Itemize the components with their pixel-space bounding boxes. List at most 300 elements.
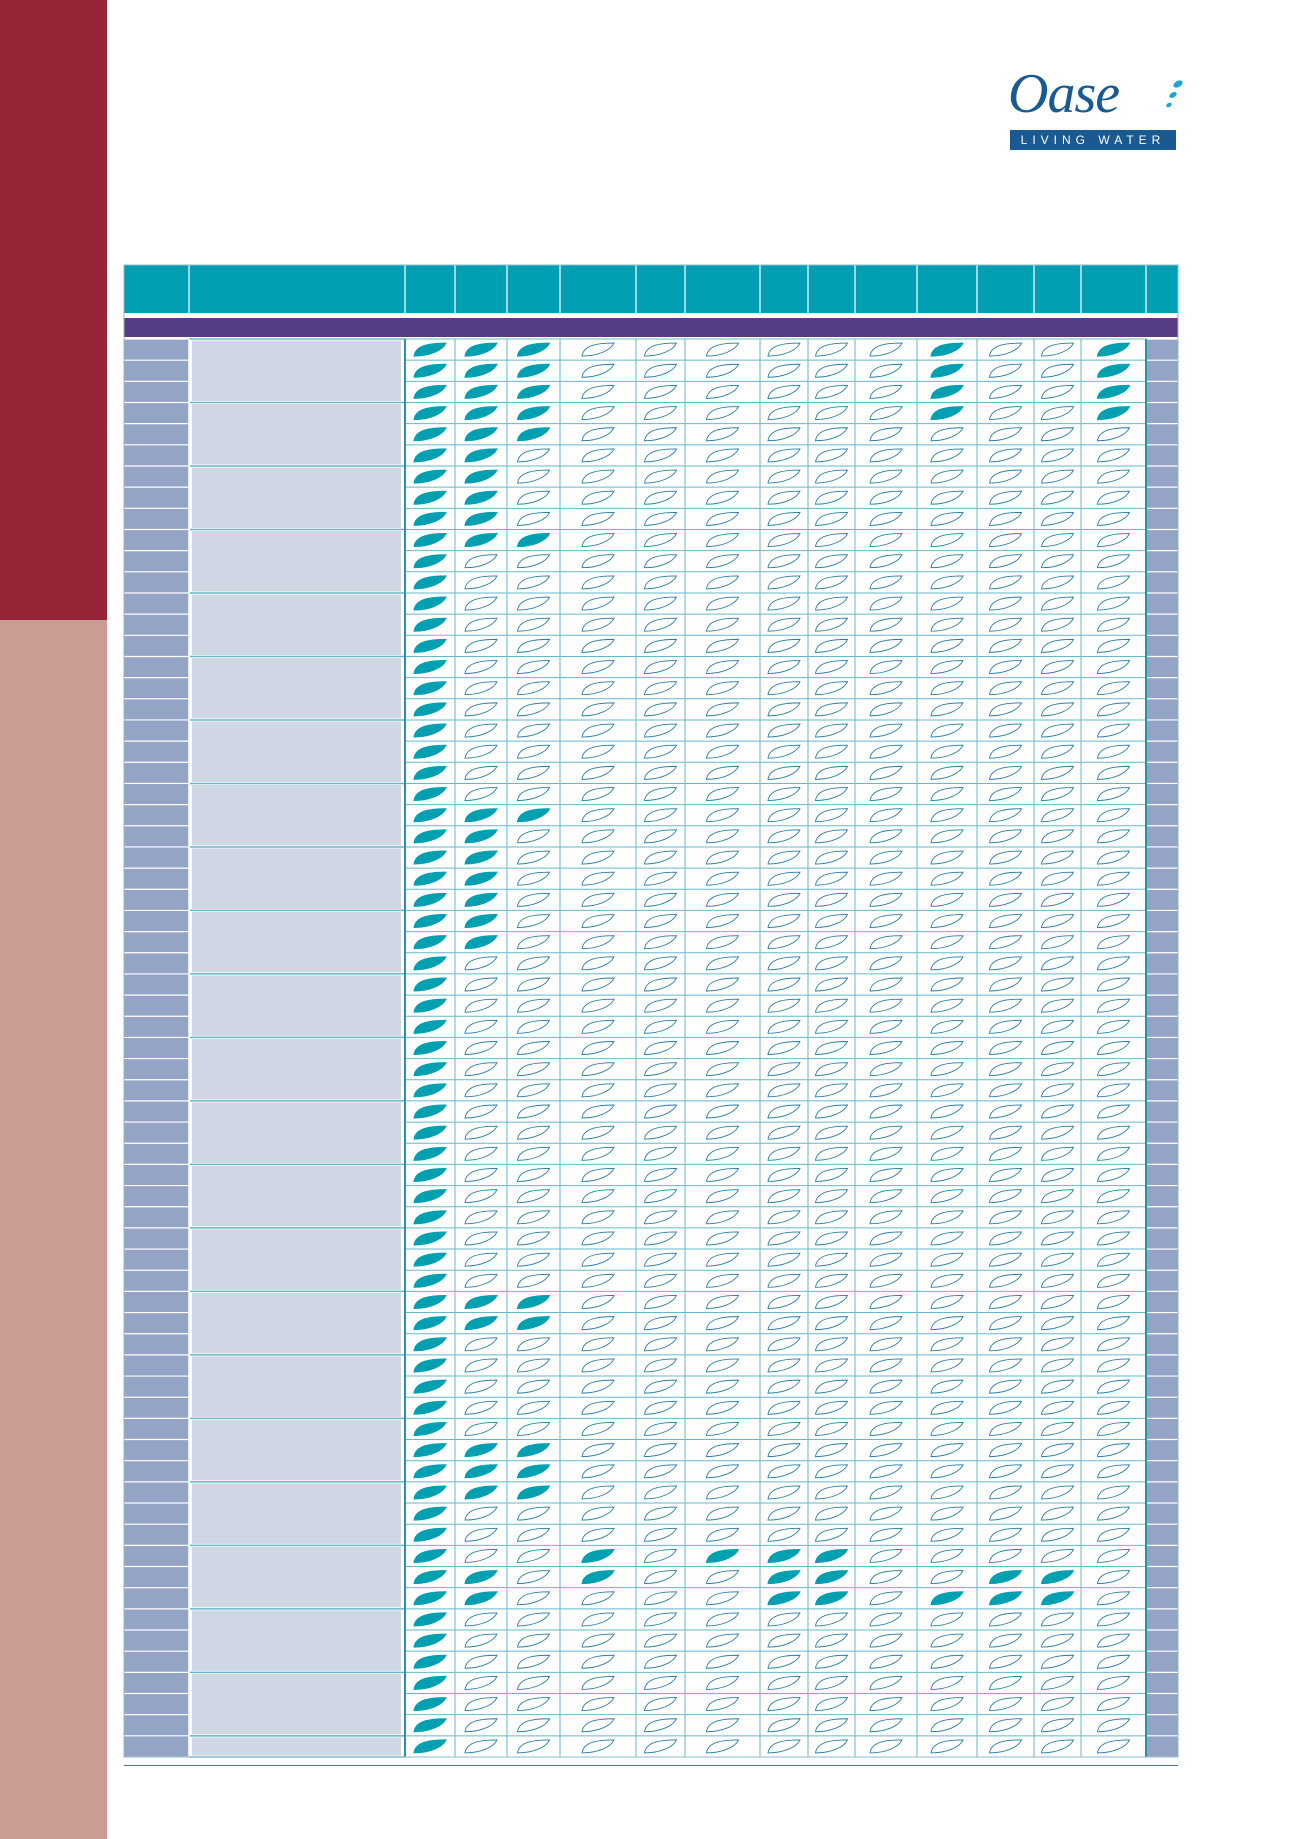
empty-drop-icon: [931, 1719, 963, 1732]
empty-drop-icon: [465, 1401, 497, 1414]
empty-drop-icon: [465, 618, 497, 631]
filled-drop-icon: [768, 1571, 800, 1584]
filled-drop-icon: [414, 1634, 446, 1647]
empty-drop-icon: [1098, 915, 1130, 928]
filled-drop-icon: [414, 830, 446, 843]
filled-drop-icon: [414, 407, 446, 420]
empty-drop-icon: [816, 1444, 848, 1457]
empty-drop-icon: [816, 618, 848, 631]
empty-drop-icon: [870, 1147, 902, 1160]
empty-drop-icon: [870, 555, 902, 568]
empty-drop-icon: [1098, 957, 1130, 970]
empty-drop-icon: [582, 343, 614, 356]
logo-tagline: LIVING WATER: [1010, 130, 1176, 150]
empty-drop-icon: [1098, 1719, 1130, 1732]
empty-drop-icon: [645, 1634, 677, 1647]
empty-drop-icon: [870, 1338, 902, 1351]
filled-drop-icon: [582, 1571, 614, 1584]
empty-drop-icon: [1042, 1190, 1074, 1203]
filled-drop-icon: [931, 1592, 963, 1605]
empty-drop-icon: [870, 915, 902, 928]
empty-drop-icon: [990, 1084, 1022, 1097]
filled-drop-icon: [465, 1592, 497, 1605]
empty-drop-icon: [1042, 915, 1074, 928]
empty-drop-icon: [768, 385, 800, 398]
empty-drop-icon: [870, 1655, 902, 1668]
empty-drop-icon: [990, 1338, 1022, 1351]
empty-drop-icon: [707, 724, 739, 737]
filled-drop-icon: [414, 1422, 446, 1435]
filled-drop-icon: [816, 1549, 848, 1562]
empty-drop-icon: [990, 851, 1022, 864]
empty-drop-icon: [707, 1507, 739, 1520]
empty-drop-icon: [518, 936, 550, 949]
empty-drop-icon: [816, 1274, 848, 1287]
empty-drop-icon: [990, 1126, 1022, 1139]
empty-drop-icon: [931, 957, 963, 970]
empty-drop-icon: [1042, 1465, 1074, 1478]
empty-drop-icon: [870, 703, 902, 716]
empty-drop-icon: [465, 1719, 497, 1732]
empty-drop-icon: [1098, 1295, 1130, 1308]
filled-drop-icon: [465, 449, 497, 462]
empty-drop-icon: [1042, 597, 1074, 610]
empty-drop-icon: [518, 1063, 550, 1076]
empty-drop-icon: [518, 1338, 550, 1351]
empty-drop-icon: [518, 915, 550, 928]
empty-drop-icon: [707, 407, 739, 420]
empty-drop-icon: [1042, 1444, 1074, 1457]
empty-drop-icon: [582, 1232, 614, 1245]
filled-drop-icon: [414, 724, 446, 737]
empty-drop-icon: [816, 1740, 848, 1753]
filled-drop-icon: [414, 1338, 446, 1351]
empty-drop-icon: [768, 534, 800, 547]
empty-drop-icon: [768, 428, 800, 441]
empty-drop-icon: [931, 999, 963, 1012]
empty-drop-icon: [1042, 1698, 1074, 1711]
empty-drop-icon: [582, 1126, 614, 1139]
empty-drop-icon: [582, 1592, 614, 1605]
empty-drop-icon: [465, 1634, 497, 1647]
empty-drop-icon: [465, 724, 497, 737]
empty-drop-icon: [582, 1295, 614, 1308]
filled-drop-icon: [414, 1486, 446, 1499]
empty-drop-icon: [768, 1676, 800, 1689]
group-label-cell: [192, 848, 401, 908]
empty-drop-icon: [1098, 1698, 1130, 1711]
filled-drop-icon: [414, 1168, 446, 1181]
empty-drop-icon: [870, 534, 902, 547]
empty-drop-icon: [582, 512, 614, 525]
empty-drop-icon: [870, 1105, 902, 1118]
empty-drop-icon: [707, 1253, 739, 1266]
empty-drop-icon: [870, 428, 902, 441]
filled-drop-icon: [414, 1655, 446, 1668]
filled-drop-icon: [414, 1719, 446, 1732]
empty-drop-icon: [816, 1698, 848, 1711]
empty-drop-icon: [582, 1168, 614, 1181]
empty-drop-icon: [465, 1422, 497, 1435]
empty-drop-icon: [707, 1380, 739, 1393]
empty-drop-icon: [1042, 512, 1074, 525]
empty-drop-icon: [518, 639, 550, 652]
empty-drop-icon: [465, 1211, 497, 1224]
empty-drop-icon: [1098, 1020, 1130, 1033]
empty-drop-icon: [582, 1528, 614, 1541]
empty-drop-icon: [768, 1528, 800, 1541]
empty-drop-icon: [582, 1465, 614, 1478]
empty-drop-icon: [990, 1486, 1022, 1499]
empty-drop-icon: [1042, 1528, 1074, 1541]
empty-drop-icon: [870, 936, 902, 949]
filled-drop-icon: [414, 597, 446, 610]
empty-drop-icon: [870, 1401, 902, 1414]
empty-drop-icon: [870, 1719, 902, 1732]
empty-drop-icon: [645, 1232, 677, 1245]
empty-drop-icon: [870, 1359, 902, 1372]
empty-drop-icon: [1098, 428, 1130, 441]
empty-drop-icon: [870, 1698, 902, 1711]
filled-drop-icon: [414, 915, 446, 928]
empty-drop-icon: [465, 597, 497, 610]
empty-drop-icon: [707, 576, 739, 589]
empty-drop-icon: [707, 1338, 739, 1351]
group-label-cell: [192, 594, 401, 654]
empty-drop-icon: [990, 1232, 1022, 1245]
empty-drop-icon: [931, 1549, 963, 1562]
empty-drop-icon: [518, 1634, 550, 1647]
empty-drop-icon: [707, 1317, 739, 1330]
empty-drop-icon: [1042, 724, 1074, 737]
empty-drop-icon: [1098, 830, 1130, 843]
filled-drop-icon: [414, 1147, 446, 1160]
empty-drop-icon: [990, 1359, 1022, 1372]
filled-drop-icon: [414, 1317, 446, 1330]
empty-drop-icon: [768, 1253, 800, 1266]
empty-drop-icon: [518, 1528, 550, 1541]
empty-drop-icon: [931, 1232, 963, 1245]
empty-drop-icon: [1098, 703, 1130, 716]
empty-drop-icon: [707, 893, 739, 906]
empty-drop-icon: [870, 1126, 902, 1139]
empty-drop-icon: [645, 343, 677, 356]
empty-drop-icon: [1042, 745, 1074, 758]
empty-drop-icon: [816, 385, 848, 398]
empty-drop-icon: [990, 343, 1022, 356]
empty-drop-icon: [870, 576, 902, 589]
empty-drop-icon: [518, 682, 550, 695]
filled-drop-icon: [465, 1317, 497, 1330]
empty-drop-icon: [990, 576, 1022, 589]
empty-drop-icon: [1042, 449, 1074, 462]
empty-drop-icon: [1098, 999, 1130, 1012]
empty-drop-icon: [768, 1422, 800, 1435]
empty-drop-icon: [1098, 597, 1130, 610]
empty-drop-icon: [1042, 788, 1074, 801]
empty-drop-icon: [707, 957, 739, 970]
empty-drop-icon: [582, 1719, 614, 1732]
empty-drop-icon: [816, 1613, 848, 1626]
empty-drop-icon: [816, 999, 848, 1012]
empty-drop-icon: [465, 1084, 497, 1097]
empty-drop-icon: [931, 1359, 963, 1372]
empty-drop-icon: [931, 872, 963, 885]
empty-drop-icon: [1042, 576, 1074, 589]
empty-drop-icon: [707, 449, 739, 462]
empty-drop-icon: [990, 1317, 1022, 1330]
empty-drop-icon: [931, 1422, 963, 1435]
empty-drop-icon: [931, 534, 963, 547]
empty-drop-icon: [465, 1126, 497, 1139]
empty-drop-icon: [990, 893, 1022, 906]
empty-drop-icon: [465, 1528, 497, 1541]
empty-drop-icon: [768, 830, 800, 843]
empty-drop-icon: [1098, 1740, 1130, 1753]
empty-drop-icon: [931, 1507, 963, 1520]
empty-drop-icon: [645, 788, 677, 801]
filled-drop-icon: [768, 1549, 800, 1562]
empty-drop-icon: [707, 1126, 739, 1139]
empty-drop-icon: [707, 936, 739, 949]
empty-drop-icon: [870, 364, 902, 377]
empty-drop-icon: [931, 766, 963, 779]
empty-drop-icon: [707, 703, 739, 716]
empty-drop-icon: [518, 1211, 550, 1224]
empty-drop-icon: [1098, 1528, 1130, 1541]
empty-drop-icon: [768, 1168, 800, 1181]
empty-drop-icon: [582, 978, 614, 991]
filled-drop-icon: [414, 1613, 446, 1626]
filled-drop-icon: [414, 872, 446, 885]
filled-drop-icon: [518, 1295, 550, 1308]
empty-drop-icon: [1098, 1168, 1130, 1181]
empty-drop-icon: [707, 851, 739, 864]
group-label-cell: [192, 1420, 401, 1480]
empty-drop-icon: [768, 618, 800, 631]
empty-drop-icon: [707, 470, 739, 483]
filled-drop-icon: [414, 449, 446, 462]
empty-drop-icon: [816, 597, 848, 610]
empty-drop-icon: [816, 957, 848, 970]
empty-drop-icon: [465, 1253, 497, 1266]
empty-drop-icon: [1098, 1359, 1130, 1372]
empty-drop-icon: [707, 597, 739, 610]
empty-drop-icon: [582, 661, 614, 674]
filled-drop-icon: [414, 957, 446, 970]
empty-drop-icon: [465, 576, 497, 589]
empty-drop-icon: [931, 1655, 963, 1668]
empty-drop-icon: [582, 1380, 614, 1393]
empty-drop-icon: [870, 809, 902, 822]
empty-drop-icon: [870, 1444, 902, 1457]
empty-drop-icon: [931, 1338, 963, 1351]
empty-drop-icon: [645, 1359, 677, 1372]
empty-drop-icon: [518, 978, 550, 991]
filled-drop-icon: [414, 639, 446, 652]
empty-drop-icon: [768, 1740, 800, 1753]
empty-drop-icon: [768, 343, 800, 356]
empty-drop-icon: [768, 1105, 800, 1118]
empty-drop-icon: [990, 1698, 1022, 1711]
empty-drop-icon: [768, 915, 800, 928]
filled-drop-icon: [465, 915, 497, 928]
empty-drop-icon: [870, 724, 902, 737]
empty-drop-icon: [582, 936, 614, 949]
empty-drop-icon: [990, 788, 1022, 801]
group-label-cell: [192, 1737, 401, 1755]
filled-drop-icon: [414, 618, 446, 631]
empty-drop-icon: [707, 915, 739, 928]
empty-drop-icon: [1042, 1126, 1074, 1139]
empty-drop-icon: [518, 1105, 550, 1118]
filled-drop-icon: [465, 512, 497, 525]
filled-drop-icon: [465, 830, 497, 843]
empty-drop-icon: [707, 1444, 739, 1457]
empty-drop-icon: [870, 1190, 902, 1203]
empty-drop-icon: [1042, 1105, 1074, 1118]
empty-drop-icon: [645, 576, 677, 589]
empty-drop-icon: [990, 1020, 1022, 1033]
empty-drop-icon: [582, 1084, 614, 1097]
empty-drop-icon: [582, 597, 614, 610]
first-column-fill: [124, 339, 189, 1757]
empty-drop-icon: [582, 407, 614, 420]
empty-drop-icon: [645, 809, 677, 822]
empty-drop-icon: [931, 1274, 963, 1287]
empty-drop-icon: [707, 788, 739, 801]
empty-drop-icon: [1098, 1253, 1130, 1266]
empty-drop-icon: [870, 893, 902, 906]
empty-drop-icon: [816, 1655, 848, 1668]
empty-drop-icon: [707, 1020, 739, 1033]
empty-drop-icon: [990, 1465, 1022, 1478]
empty-drop-icon: [990, 1401, 1022, 1414]
empty-drop-icon: [816, 915, 848, 928]
filled-drop-icon: [1098, 343, 1130, 356]
filled-drop-icon: [414, 703, 446, 716]
empty-drop-icon: [870, 745, 902, 758]
empty-drop-icon: [1042, 766, 1074, 779]
empty-drop-icon: [707, 1168, 739, 1181]
empty-drop-icon: [816, 1528, 848, 1541]
empty-drop-icon: [990, 915, 1022, 928]
empty-drop-icon: [707, 999, 739, 1012]
empty-drop-icon: [870, 1020, 902, 1033]
empty-drop-icon: [645, 1401, 677, 1414]
empty-drop-icon: [816, 1719, 848, 1732]
empty-drop-icon: [582, 1042, 614, 1055]
empty-drop-icon: [1042, 1380, 1074, 1393]
empty-drop-icon: [816, 1380, 848, 1393]
empty-drop-icon: [707, 491, 739, 504]
empty-drop-icon: [816, 1486, 848, 1499]
empty-drop-icon: [645, 1740, 677, 1753]
empty-drop-icon: [645, 682, 677, 695]
empty-drop-icon: [518, 597, 550, 610]
empty-drop-icon: [707, 618, 739, 631]
empty-drop-icon: [707, 1042, 739, 1055]
empty-drop-icon: [990, 639, 1022, 652]
empty-drop-icon: [518, 512, 550, 525]
empty-drop-icon: [645, 1274, 677, 1287]
empty-drop-icon: [768, 872, 800, 885]
empty-drop-icon: [870, 1232, 902, 1245]
filled-drop-icon: [518, 385, 550, 398]
empty-drop-icon: [931, 1084, 963, 1097]
empty-drop-icon: [870, 385, 902, 398]
empty-drop-icon: [768, 1126, 800, 1139]
empty-drop-icon: [768, 661, 800, 674]
empty-drop-icon: [645, 491, 677, 504]
empty-drop-icon: [870, 1549, 902, 1562]
empty-drop-icon: [990, 703, 1022, 716]
empty-drop-icon: [645, 745, 677, 758]
empty-drop-icon: [582, 1338, 614, 1351]
empty-drop-icon: [768, 1507, 800, 1520]
empty-drop-icon: [1098, 1084, 1130, 1097]
filled-drop-icon: [414, 491, 446, 504]
empty-drop-icon: [1098, 1655, 1130, 1668]
empty-drop-icon: [990, 978, 1022, 991]
empty-drop-icon: [990, 1168, 1022, 1181]
filled-drop-icon: [465, 364, 497, 377]
empty-drop-icon: [518, 1549, 550, 1562]
empty-drop-icon: [931, 1168, 963, 1181]
empty-drop-icon: [465, 682, 497, 695]
empty-drop-icon: [931, 1444, 963, 1457]
empty-drop-icon: [1042, 999, 1074, 1012]
empty-drop-icon: [816, 449, 848, 462]
empty-drop-icon: [518, 576, 550, 589]
empty-drop-icon: [990, 1147, 1022, 1160]
empty-drop-icon: [645, 407, 677, 420]
empty-drop-icon: [518, 1655, 550, 1668]
empty-drop-icon: [645, 1655, 677, 1668]
empty-drop-icon: [816, 576, 848, 589]
empty-drop-icon: [645, 1507, 677, 1520]
empty-drop-icon: [816, 470, 848, 483]
empty-drop-icon: [870, 618, 902, 631]
empty-drop-icon: [582, 1698, 614, 1711]
empty-drop-icon: [870, 1211, 902, 1224]
empty-drop-icon: [990, 1507, 1022, 1520]
empty-drop-icon: [1098, 618, 1130, 631]
filled-drop-icon: [414, 470, 446, 483]
empty-drop-icon: [582, 1359, 614, 1372]
empty-drop-icon: [816, 1422, 848, 1435]
empty-drop-icon: [518, 555, 550, 568]
empty-drop-icon: [465, 1190, 497, 1203]
empty-drop-icon: [870, 1507, 902, 1520]
empty-drop-icon: [768, 1042, 800, 1055]
empty-drop-icon: [645, 1592, 677, 1605]
empty-drop-icon: [518, 957, 550, 970]
empty-drop-icon: [990, 555, 1022, 568]
empty-drop-icon: [645, 1338, 677, 1351]
filled-drop-icon: [414, 1253, 446, 1266]
filled-drop-icon: [414, 385, 446, 398]
empty-drop-icon: [645, 1528, 677, 1541]
empty-drop-icon: [870, 872, 902, 885]
empty-drop-icon: [990, 618, 1022, 631]
empty-drop-icon: [465, 1740, 497, 1753]
empty-drop-icon: [1098, 1105, 1130, 1118]
empty-drop-icon: [931, 428, 963, 441]
empty-drop-icon: [816, 745, 848, 758]
empty-drop-icon: [768, 745, 800, 758]
empty-drop-icon: [990, 512, 1022, 525]
